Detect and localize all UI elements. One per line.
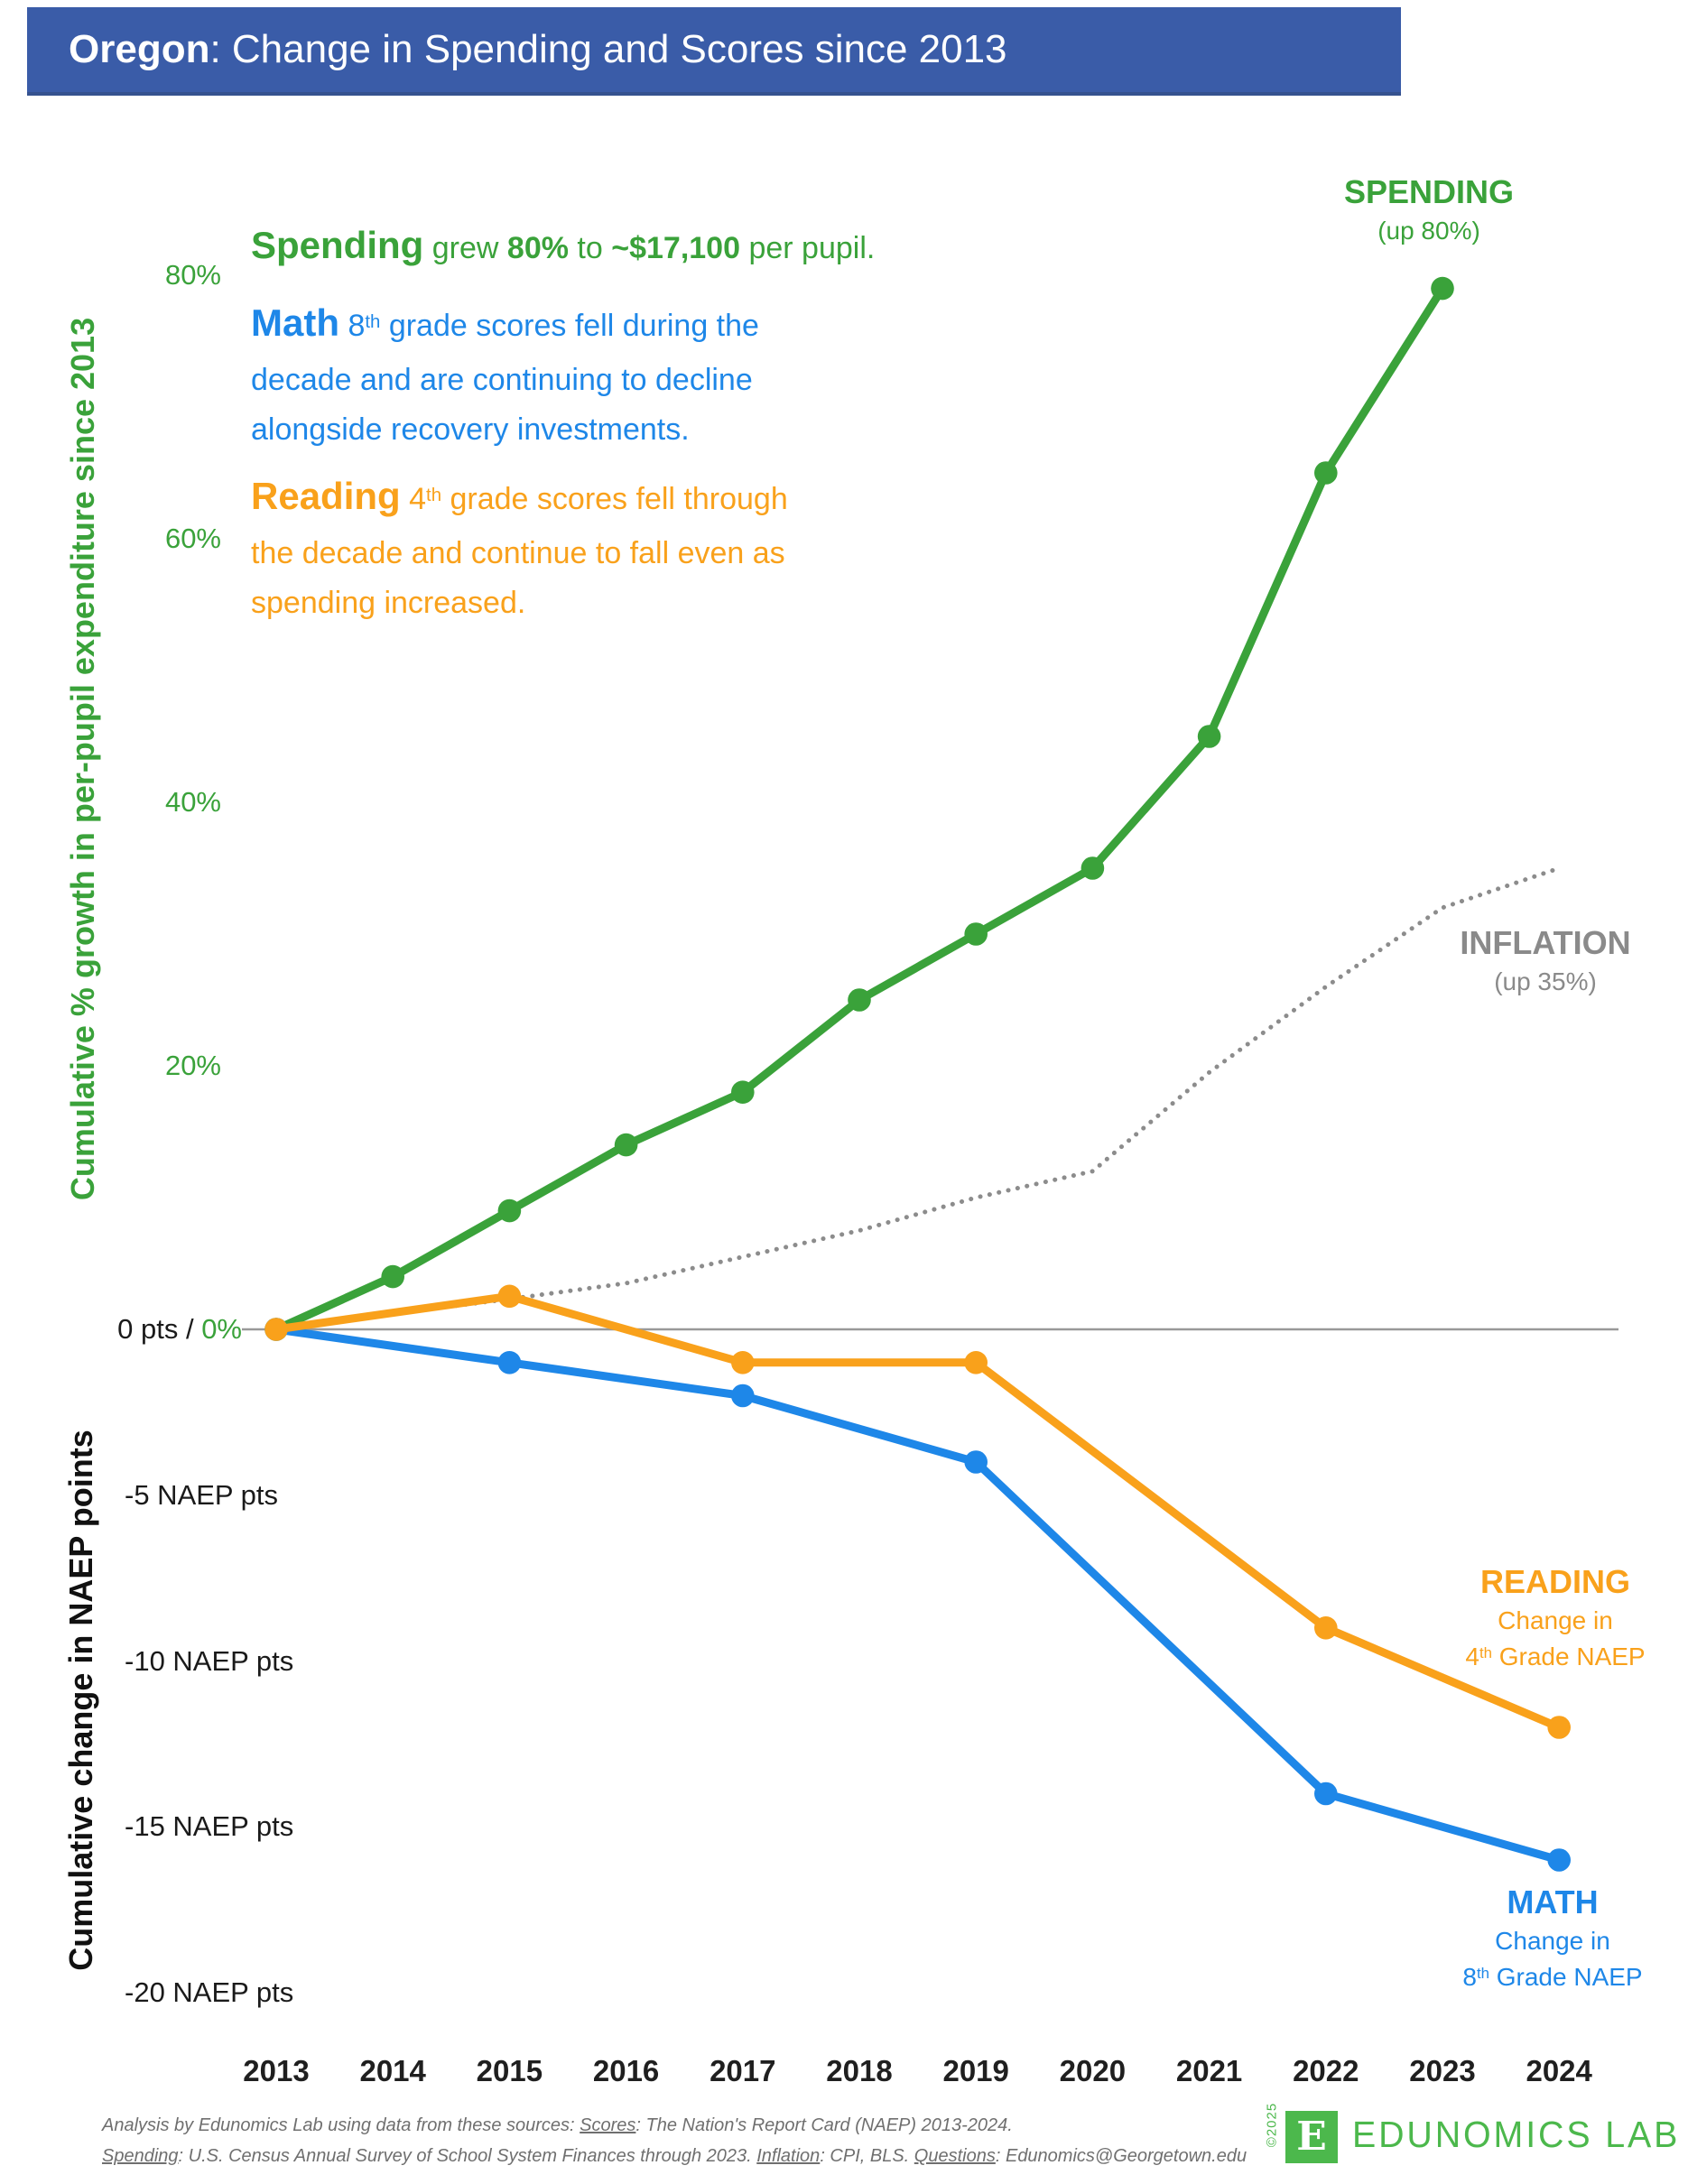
annotation-reading — [251, 471, 1027, 628]
text-segment: Inflation — [756, 2146, 821, 2166]
annotation-spending — [251, 220, 1027, 273]
inflation-label-title: INFLATION — [1460, 924, 1631, 961]
x-tick-2013: 2013 — [243, 2054, 310, 2087]
text-segment: Reading — [251, 475, 401, 517]
edunomics-logo-icon — [1285, 2111, 1338, 2163]
naep-tick--5: -5 NAEP pts — [125, 1478, 279, 1511]
text-segment: decade and are continuing to decline — [251, 363, 753, 397]
title-rest: : Change in Spending and Scores since 2013 — [209, 27, 1007, 71]
x-tick-2019: 2019 — [942, 2054, 1009, 2087]
data-point-spending — [1431, 277, 1454, 301]
text-segment: th — [426, 485, 442, 505]
data-point-reading — [964, 1351, 988, 1374]
text-segment: 8 — [1462, 1963, 1477, 1991]
text-segment: Scores — [580, 2115, 636, 2135]
text-segment: the decade and continue to fall even as — [251, 536, 785, 570]
text-segment: 80% — [506, 231, 569, 265]
data-point-math — [1314, 1782, 1338, 1806]
zero-naep-label: 0 pts / — [117, 1313, 202, 1345]
y-axis-title-percent: Cumulative % growth in per-pupil expenditure since 2013 — [64, 317, 101, 1201]
data-point-reading — [498, 1285, 522, 1309]
data-point-reading — [264, 1318, 288, 1341]
text-segment: per pupil. — [740, 231, 876, 265]
data-point-math — [964, 1450, 988, 1474]
percent-tick-40: 40% — [164, 786, 221, 818]
data-point-spending — [498, 1199, 522, 1223]
text-segment: Math — [251, 301, 339, 344]
series-label-reading — [1375, 1561, 1688, 1679]
annotation-math — [251, 298, 1027, 455]
data-point-spending — [964, 922, 988, 946]
text-segment: th — [1476, 1965, 1489, 1983]
data-point-math — [1547, 1848, 1571, 1872]
x-tick-2015: 2015 — [476, 2054, 543, 2087]
text-segment: spending increased. — [251, 586, 526, 620]
x-tick-2014: 2014 — [359, 2054, 426, 2087]
data-point-spending — [381, 1265, 404, 1289]
text-segment: : The Nation's Report Card (NAEP) 2013-2024. — [635, 2115, 1013, 2135]
percent-tick-20: 20% — [164, 1050, 221, 1081]
x-tick-2018: 2018 — [826, 2054, 893, 2087]
text-segment: : U.S. Census Annual Survey of School System Finances through 2023. — [178, 2146, 757, 2166]
logo-letter: E — [1296, 2114, 1327, 2160]
x-tick-2022: 2022 — [1293, 2054, 1359, 2087]
text-segment: Questions — [914, 2146, 996, 2166]
series-line-math — [276, 1329, 1559, 1860]
data-point-spending — [1314, 461, 1338, 485]
x-tick-2023: 2023 — [1409, 2054, 1476, 2087]
naep-tick--20: -20 NAEP pts — [125, 1976, 294, 2008]
data-point-reading — [731, 1351, 755, 1374]
math-label-line2 — [1372, 1959, 1688, 1999]
x-tick-2024: 2024 — [1526, 2054, 1592, 2087]
text-segment: ~$17,100 — [611, 231, 740, 265]
data-point-spending — [615, 1134, 638, 1157]
text-segment: th — [1479, 1644, 1492, 1662]
series-label-inflation — [1365, 922, 1688, 1000]
data-point-reading — [1314, 1616, 1338, 1640]
text-segment: 4 — [1465, 1643, 1479, 1670]
naep-tick--15: -15 NAEP pts — [125, 1810, 294, 1843]
data-point-math — [731, 1384, 755, 1408]
text-segment: to — [568, 231, 612, 265]
text-segment: Analysis by Edunomics Lab using data from these sources: — [102, 2115, 580, 2135]
text-segment: : CPI, BLS. — [820, 2146, 914, 2166]
x-tick-2020: 2020 — [1059, 2054, 1127, 2087]
text-segment: th — [365, 311, 381, 332]
naep-tick--10: -10 NAEP pts — [125, 1644, 294, 1677]
percent-tick-80: 80% — [164, 259, 221, 291]
zero-axis-label — [27, 1310, 242, 1347]
text-segment: : Edunomics@Georgetown.edu — [995, 2146, 1247, 2166]
series-label-math — [1372, 1882, 1688, 1999]
series-label-spending — [1248, 171, 1609, 249]
text-segment: 8 — [339, 309, 366, 343]
logo-copyright: ©2025 — [1264, 2102, 1280, 2148]
footer-source-line1 — [102, 2115, 1013, 2136]
x-tick-2017: 2017 — [710, 2054, 776, 2087]
series-line-reading — [276, 1296, 1559, 1727]
footer-source-line2 — [102, 2146, 1247, 2167]
text-segment: grew — [423, 231, 507, 265]
state-name: Oregon — [69, 27, 210, 71]
text-segment: grade scores fell during the — [380, 309, 759, 343]
data-point-spending — [1081, 856, 1105, 880]
text-segment: Spending — [102, 2146, 179, 2166]
data-point-spending — [731, 1080, 755, 1104]
zero-percent-label: 0% — [201, 1313, 242, 1345]
y-axis-title-naep: Cumulative change in NAEP points — [62, 1430, 99, 1971]
inflation-label-subtitle: (up 35%) — [1494, 967, 1597, 995]
data-point-reading — [1547, 1716, 1571, 1739]
edunomics-logo-wordmark: EDUNOMICS LAB — [1352, 2114, 1681, 2155]
reading-label-title: READING — [1479, 1563, 1630, 1600]
reading-label-line2 — [1375, 1639, 1688, 1679]
text-segment: grade scores fell through — [441, 482, 788, 516]
data-point-math — [498, 1351, 522, 1374]
spending-label-title: SPENDING — [1343, 173, 1515, 210]
data-point-spending — [848, 988, 871, 1012]
percent-tick-60: 60% — [164, 523, 221, 554]
data-point-spending — [1198, 725, 1221, 748]
text-segment: alongside recovery investments. — [251, 412, 690, 447]
text-segment: Grade NAEP — [1489, 1963, 1643, 1991]
text-segment: 4 — [400, 482, 427, 516]
math-label-line1: Change in — [1495, 1927, 1610, 1955]
x-tick-2016: 2016 — [592, 2054, 660, 2087]
x-tick-2021: 2021 — [1175, 2054, 1243, 2087]
spending-label-subtitle: (up 80%) — [1377, 217, 1480, 245]
math-label-title: MATH — [1507, 1883, 1599, 1920]
reading-label-line1: Change in — [1498, 1606, 1613, 1634]
text-segment: Spending — [251, 224, 424, 266]
text-segment: Grade NAEP — [1491, 1643, 1646, 1670]
